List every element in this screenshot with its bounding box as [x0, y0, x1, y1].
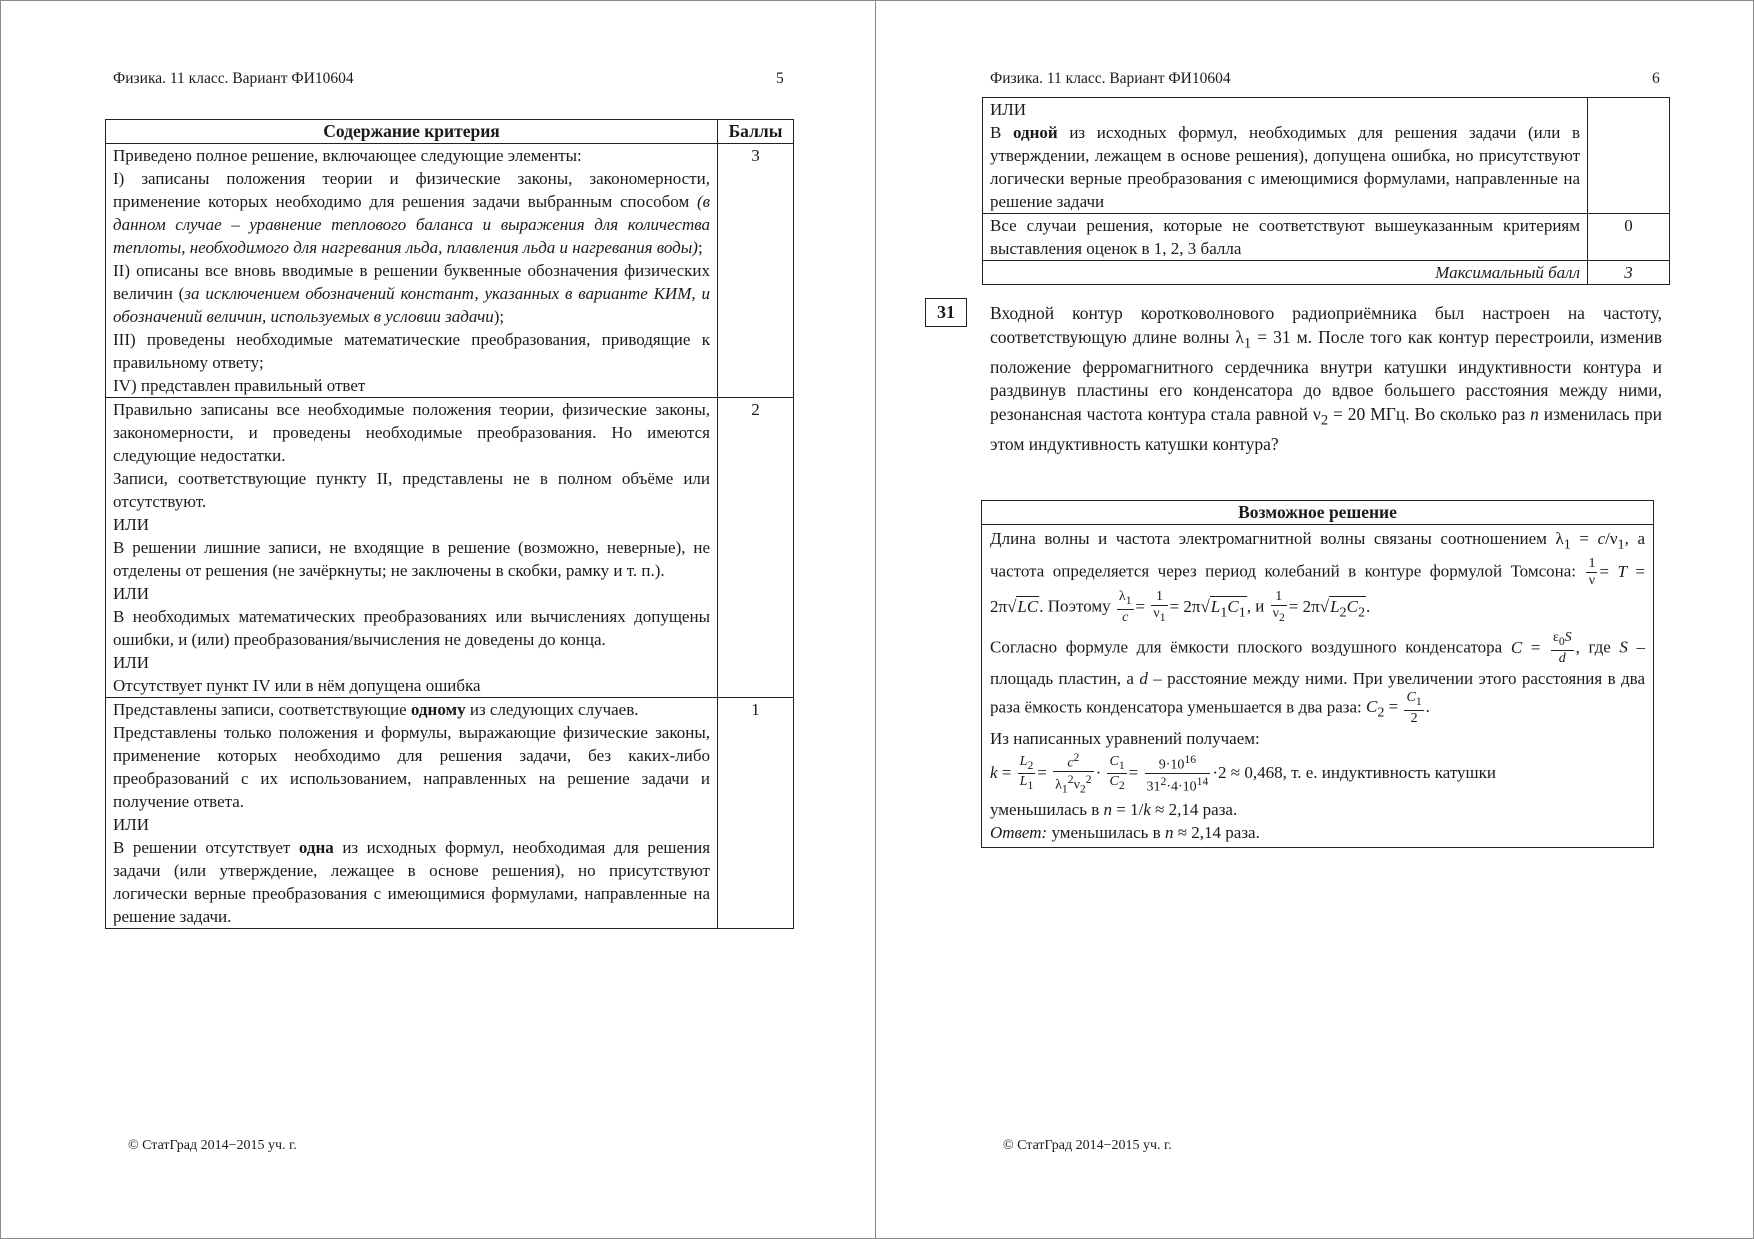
- continuation-text: [983, 98, 1588, 214]
- text-span: из исходных формул, необходимая для решения задачи (или утверждение, лежащее в основе решения), но присутствуют логически верные преобразования с имеющимися формулами, направленные на решение задачи.: [113, 838, 711, 926]
- continuation-row: [983, 98, 1670, 214]
- text-span: изменилась при этом индуктивность катушки контура?: [990, 403, 1663, 454]
- formula-nu2: $\frac{1}{\nu_2}$ = $2\pi√L_2C_2$.: [1272, 589, 1371, 625]
- text-span: , а частота определяется через период колебаний в контуре формулой Томсона:: [990, 529, 1645, 581]
- criterion-row-0: [983, 214, 1670, 261]
- var-n: n: [1164, 822, 1174, 842]
- max-score-row: [983, 261, 1670, 285]
- var-n: n: [1103, 799, 1112, 819]
- text-span: В решении отсутствует: [113, 838, 291, 857]
- var-s: S: [1619, 637, 1628, 657]
- max-score-value: [1588, 261, 1670, 285]
- text-span: ≈ 2,14 раза.: [1177, 822, 1260, 842]
- text-span: = 20 МГц. Во сколько раз: [1328, 403, 1526, 424]
- criterion-paragraph: Отсутствует пункт IV или в нём допущена ошибка: [113, 676, 481, 695]
- criterion-3-text: [106, 144, 718, 398]
- criterion-paragraph: Представлены только положения и формулы, выражающие физические законы, применение которых необходимо для решения задачи, без каких-либо преобразований с их использованием, направленных на решение задачи и получение ответа.: [113, 723, 710, 811]
- question-text: [990, 302, 1662, 456]
- continuation-points: [1588, 98, 1670, 214]
- max-score-label: [983, 261, 1588, 285]
- formula-result: k = $\frac{L_2}{L_1}$ = $\frac{c^2}{\lambda_1^2\nu_2^2}$ · $\frac{C_1}{C_2}$ = $\frac{9\cdot 10^{16}}{31^2\cdot 4\cdot 10^{14}}$ ·2: [990, 750, 1227, 796]
- or-label: ИЛИ: [113, 584, 150, 603]
- left-header-title: Физика. 11 класс. Вариант ФИ10604: [113, 70, 354, 87]
- text-span: уменьшилась в: [990, 799, 1100, 819]
- formula-thomson: $\frac{1}{\nu}$ = T = 2π√LC.: [990, 556, 1645, 616]
- text-span: где: [1588, 637, 1611, 657]
- solution-paragraph: [990, 527, 1645, 626]
- left-page-number: 5: [776, 70, 784, 87]
- text-span: Входной контур коротковолнового радиоприёмника был настроен на частоту, соответствующую длине волны λ: [990, 303, 1662, 347]
- text-span: уменьшилась в: [1051, 822, 1161, 842]
- criteria-table: [105, 119, 794, 929]
- criterion-0-points: 0: [1588, 214, 1670, 261]
- criterion-paragraph: [113, 698, 710, 721]
- left-footer: © СтатГрад 2014−2015 уч. г.: [128, 1138, 297, 1153]
- bold-span: одному: [410, 700, 466, 719]
- formula-capacitance: C = $\frac{\varepsilon_0S}{d}$ ,: [1510, 630, 1580, 666]
- or-label: ИЛИ: [990, 100, 1027, 119]
- subscript: 2: [1320, 412, 1329, 428]
- or-label: ИЛИ: [113, 815, 150, 834]
- solution-box: [981, 500, 1654, 848]
- bold-span: одной: [1012, 123, 1058, 142]
- italic-span: n: [1530, 403, 1539, 424]
- criterion-paragraph: [113, 836, 710, 928]
- header-points: Баллы: [718, 120, 794, 144]
- formula-c2: $C_2$ = $\frac{C_1}{2}$ .: [1365, 689, 1430, 726]
- criterion-paragraph: В необходимых математических преобразованиях или вычислениях допущены ошибки, и (или) преобразования/вычисления не доведены до конца.: [113, 607, 710, 649]
- criterion-2-text: [106, 398, 718, 698]
- or-label: ИЛИ: [113, 515, 150, 534]
- text-span: В: [990, 123, 1002, 142]
- text-span: Согласно формуле для ёмкости плоского воздушного конденсатора: [990, 637, 1503, 657]
- answer-line: [990, 821, 1645, 844]
- text-span: Представлены записи, соответствующие: [113, 700, 407, 719]
- subscript: 1: [1243, 335, 1252, 351]
- criterion-paragraph: [990, 121, 1580, 213]
- text-span: );: [493, 307, 505, 326]
- criterion-paragraph: [113, 259, 710, 328]
- solution-paragraph: [990, 798, 1645, 821]
- right-footer: © СтатГрад 2014−2015 уч. г.: [1003, 1138, 1172, 1153]
- var-k: k: [1143, 799, 1151, 819]
- solution-paragraph: Из написанных уравнений получаем:: [990, 728, 1260, 748]
- criterion-paragraph: Приведено полное решение, включающее следующие элементы:: [113, 146, 582, 165]
- var-d: d: [1139, 668, 1148, 688]
- formula-lambda1: $\frac{\lambda_1}{c}$ = $\frac{1}{\nu_1}$ = $2\pi√L_1C_1$,: [1118, 589, 1252, 626]
- criterion-paragraph: В решении лишние записи, не входящие в решение (возможно, неверные), не отделены от решения (не зачёркнуты; не заключены в скобки, рамку и т. п.).: [113, 538, 710, 580]
- right-page-number: 6: [1652, 70, 1660, 87]
- criterion-paragraph: Правильно записаны все необходимые положения теории, физические законы, закономерности, и проведены необходимые преобразования. Но имеются следующие недостатки.: [113, 400, 710, 465]
- text-span: и: [1255, 596, 1265, 616]
- text-span: т. е. индуктивность катушки: [1291, 762, 1496, 782]
- criterion-1-points: 1: [718, 698, 794, 929]
- criterion-3-points: 3: [718, 144, 794, 398]
- solution-body: [982, 525, 1653, 847]
- criterion-row-1: [106, 698, 794, 929]
- text-span: ;: [697, 238, 703, 257]
- italic-span: за исключением обозначений констант, указанных в варианте КИМ, и обозначений величин, используемых в условии задачи: [113, 284, 710, 326]
- question-number-badge: 31: [925, 298, 967, 327]
- bold-span: одна: [298, 838, 334, 857]
- criterion-row-3: [106, 144, 794, 398]
- criterion-paragraph: Записи, соответствующие пункту II, представлены не в полном объёме или отсутствуют.: [113, 469, 710, 511]
- max-score-label-text: Максимальный балл: [1435, 263, 1580, 282]
- criterion-0-text: Все случаи решения, которые не соответствуют вышеуказанным критериям выставления оценок в 1, 2, 3 балла: [983, 214, 1588, 261]
- text-span: из исходных формул, необходимых для решения задачи (или в утверждении, лежащем в основе решения), допущена ошибка, но присутствуют логически верные преобразования с имеющимися формулами, направленные на решение задачи: [990, 123, 1581, 211]
- criterion-1-text: [106, 698, 718, 929]
- criterion-paragraph: IV) представлен правильный ответ: [113, 376, 366, 395]
- text-span: Длина волны и частота электромагнитной волны связаны соотношением: [990, 529, 1547, 548]
- page-divider: [875, 0, 876, 1239]
- criterion-paragraph: [113, 167, 710, 259]
- text-span: ≈ 2,14 раза.: [1155, 799, 1238, 819]
- or-label: ИЛИ: [113, 653, 150, 672]
- right-header-title: Физика. 11 класс. Вариант ФИ10604: [990, 70, 1231, 87]
- solution-paragraph: [990, 630, 1645, 727]
- italic-span: (в данном случае – уравнение теплового баланса и выражения для количества теплоты, необходимого для нагревания льда, плавления льда и нагревания воды): [113, 192, 710, 257]
- criterion-2-points: 2: [718, 398, 794, 698]
- criteria-header-row: [106, 120, 794, 144]
- formula-lambda-c-nu: $\lambda_1 = c/\nu_1$: [1555, 529, 1625, 553]
- text-span: II) описаны все вновь вводимые в решении буквенные обозначения физических величин (: [113, 261, 710, 303]
- max-score-value-text: 3: [1624, 263, 1633, 282]
- text-span: – расстояние между ними. При увеличении этого расстояния в два раза ёмкость конденсатора уменьшается в два раза:: [990, 668, 1646, 717]
- text-span: – площадь пластин, а: [990, 637, 1646, 688]
- text-span: Поэтому: [1047, 596, 1111, 616]
- result-value: ≈ 0,468,: [1230, 762, 1287, 782]
- text-span: из следующих случаев.: [469, 700, 639, 719]
- answer-label: Ответ:: [990, 822, 1048, 842]
- criterion-paragraph: III) проведены необходимые математические преобразования, приводящие к правильному ответу;: [113, 330, 710, 372]
- text-span: I) записаны положения теории и физические законы, закономерности, применение которых необходимо для решения задачи выбранным способом: [113, 169, 710, 211]
- text-span: = 1/: [1116, 799, 1144, 819]
- header-content: Содержание критерия: [106, 120, 718, 144]
- solution-title: Возможное решение: [982, 501, 1653, 525]
- solution-paragraph: [990, 750, 1645, 798]
- text-span: = 31 м. После того как контур перестроили, изменив положение ферромагнитного сердечника внутри катушки индуктивности контура и раздвинув пластины его конденсатора до вдвое большего расстояния между ними, резонансная частота контура стала равной ν: [990, 326, 1662, 424]
- criteria-continuation-table: [982, 97, 1670, 285]
- criterion-row-2: [106, 398, 794, 698]
